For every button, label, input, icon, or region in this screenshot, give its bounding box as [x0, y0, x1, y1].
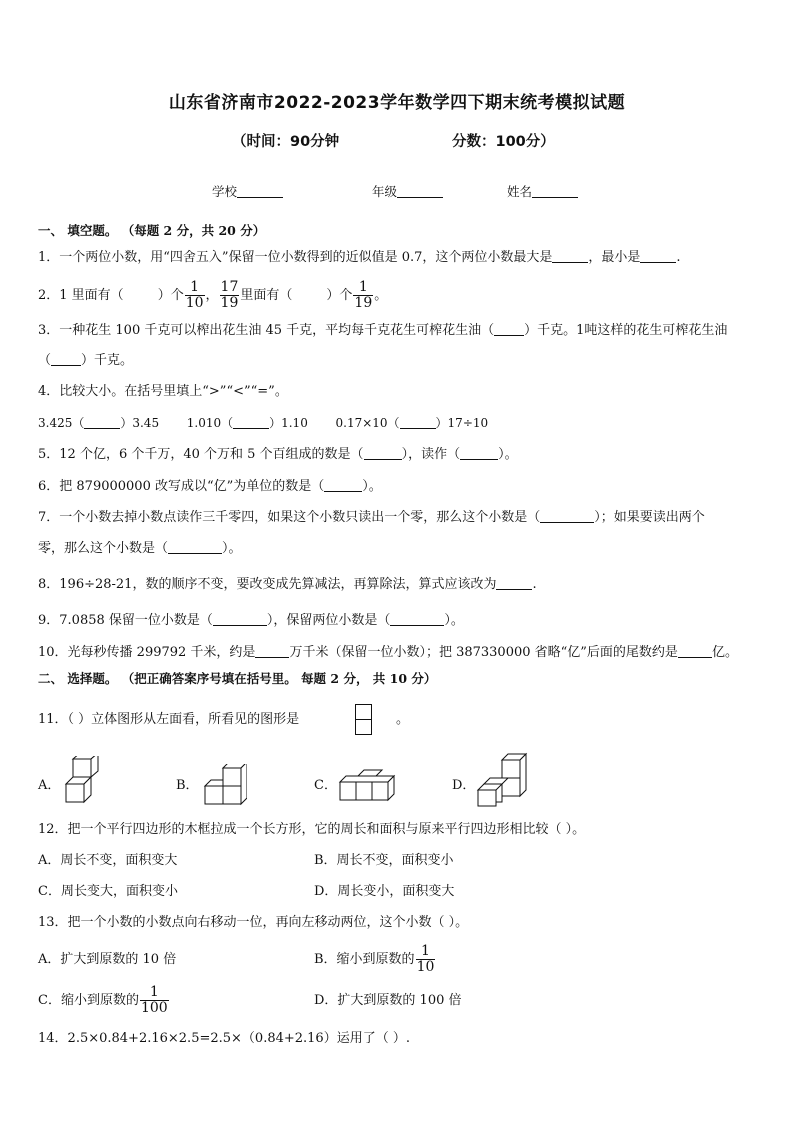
q7-blank-1[interactable] [540, 510, 594, 523]
fraction: $\frac{17}{19}$ [220, 279, 239, 311]
question-7-line2: 零，那么这个小数是（ ）。 [38, 541, 242, 556]
section2-heading: 二、 选择题。 （把正确答案序号填在括号里。 每题 2 分， 共 10 分） [38, 671, 437, 686]
q9-blank-1[interactable] [213, 613, 267, 626]
option-d-cubes-figure [476, 752, 528, 808]
option-b-cubes-figure [203, 764, 247, 806]
question-8: 8．196÷28-21，数的顺序不变，要改变成先算减法，再算除法，算式应该改为 . [38, 577, 537, 592]
section1-heading: 一、 填空题。 （每题 2 分，共 20 分） [38, 223, 266, 238]
name-field[interactable] [507, 182, 578, 200]
q13-option-b[interactable]: B．缩小到原数的 $\frac{1}{10}$ [314, 943, 435, 975]
q12-option-c[interactable]: C．周长变大，面积变小 [38, 884, 178, 899]
school-label: 学校 [212, 184, 238, 199]
grade-blank[interactable] [397, 185, 443, 198]
question-12: 12．把一个平行四边形的木框拉成一个长方形，它的周长和面积与原来平行四边形相比较（ ）。 [38, 822, 586, 837]
q4-blank[interactable] [233, 416, 269, 429]
question-4-items [38, 414, 488, 432]
grade-field[interactable] [372, 182, 443, 200]
q3-blank-2[interactable] [51, 353, 81, 366]
q1-blank-max[interactable] [552, 250, 588, 263]
q5-blank-number[interactable] [364, 447, 402, 460]
q11-option-c-label[interactable]: C． [314, 778, 337, 793]
q11-option-a-label[interactable]: A． [38, 778, 61, 793]
fraction: $\frac{1}{19}$ [354, 279, 373, 311]
score-label: 分数：100分） [452, 134, 555, 150]
question-2: 2．1 里面有（ ）个 $\frac{1}{10}$ ， $\frac{17}{19}$ 里面有（ ）个 $\frac{1}{19}$ 。 [38, 279, 388, 311]
q6-blank[interactable] [324, 479, 362, 492]
name-blank[interactable] [532, 185, 578, 198]
fraction: $\frac{1}{100}$ [140, 984, 168, 1016]
grade-label: 年级 [372, 184, 398, 199]
q3-blank-1[interactable] [494, 323, 524, 336]
q10-blank-1[interactable] [255, 645, 289, 658]
time-label: （时间：90分钟 [232, 134, 340, 150]
q8-blank[interactable] [496, 577, 532, 590]
q4-blank[interactable] [84, 416, 120, 429]
q12-option-d[interactable]: D．周长变小，面积变大 [314, 884, 455, 899]
q11-option-d-label[interactable]: D． [452, 778, 476, 793]
q5-blank-reading[interactable] [460, 447, 498, 460]
q4-item-3: 0.17×10（ ）17÷10 [335, 416, 489, 430]
question-7-line1: 7．一个小数去掉小数点读作三千零四，如果这个小数只读出一个零，那么这个小数是（ ）；如果要读出两个 [38, 510, 705, 525]
q11-end: 。 [396, 712, 410, 727]
q4-item-2: 1.010（ ）1.10 [186, 416, 308, 430]
fraction: $\frac{1}{10}$ [185, 279, 204, 311]
q9-blank-2[interactable] [390, 613, 444, 626]
question-1: 1．一个两位小数，用“四舍五入”保留一位小数得到的近似值是 0.7，这个两位小数最大是 ，最小是 . [38, 250, 681, 265]
school-blank[interactable] [237, 185, 283, 198]
q7-blank-2[interactable] [168, 541, 222, 554]
q13-option-a[interactable]: A．扩大到原数的 10 倍 [38, 952, 177, 967]
name-label: 姓名 [507, 184, 533, 199]
school-field[interactable] [212, 182, 283, 200]
question-14: 14．2.5×0.84+2.16×2.5=2.5×（0.84+2.16）运用了（ ）. [38, 1031, 410, 1046]
question-3-line2: （ ）千克。 [38, 353, 134, 368]
question-4: 4．比较大小。在括号里填上“>”“<”“=”。 [38, 384, 288, 399]
fraction: $\frac{1}{10}$ [416, 943, 435, 975]
question-13: 13．把一个小数的小数点向右移动一位，再向左移动两位，这个小数（ ）。 [38, 915, 469, 930]
left-view-figure [355, 704, 373, 736]
question-11: 11．（ ）立体图形从左面看，所看见的图形是 [38, 712, 300, 727]
question-3-line1: 3．一种花生 100 千克可以榨出花生油 45 千克，平均每千克花生可榨花生油（ ）千克。1吨这样的花生可榨花生油 [38, 323, 728, 338]
q12-option-b[interactable]: B．周长不变，面积变小 [314, 853, 454, 868]
q11-option-b-label[interactable]: B． [176, 778, 199, 793]
q10-blank-2[interactable] [678, 645, 712, 658]
question-9: 9．7.0858 保留一位小数是（ ），保留两位小数是（ ）。 [38, 613, 464, 628]
option-a-cubes-figure [64, 756, 100, 806]
question-10: 10．光每秒传播 299792 千米，约是 万千米（保留一位小数）；把 387330000 省略“亿”后面的尾数约是 亿。 [38, 645, 738, 660]
q4-item-1: 3.425（ ）3.45 [38, 416, 160, 430]
q4-blank[interactable] [400, 416, 436, 429]
q13-option-d[interactable]: D．扩大到原数的 100 倍 [314, 993, 462, 1008]
q12-option-a[interactable]: A．周长不变，面积变大 [38, 853, 178, 868]
page-title: 山东省济南市2022-2023学年数学四下期末统考模拟试题 [168, 93, 626, 113]
question-5: 5．12 个亿，6 个千万，40 个万和 5 个百组成的数是（ ），读作（ ）。 [38, 447, 518, 462]
question-6: 6．把 879000000 改写成以“亿”为单位的数是（ ）。 [38, 479, 382, 494]
option-c-cubes-figure [338, 766, 398, 806]
q1-blank-min[interactable] [640, 250, 676, 263]
q13-option-c[interactable]: C．缩小到原数的 $\frac{1}{100}$ [38, 984, 168, 1016]
